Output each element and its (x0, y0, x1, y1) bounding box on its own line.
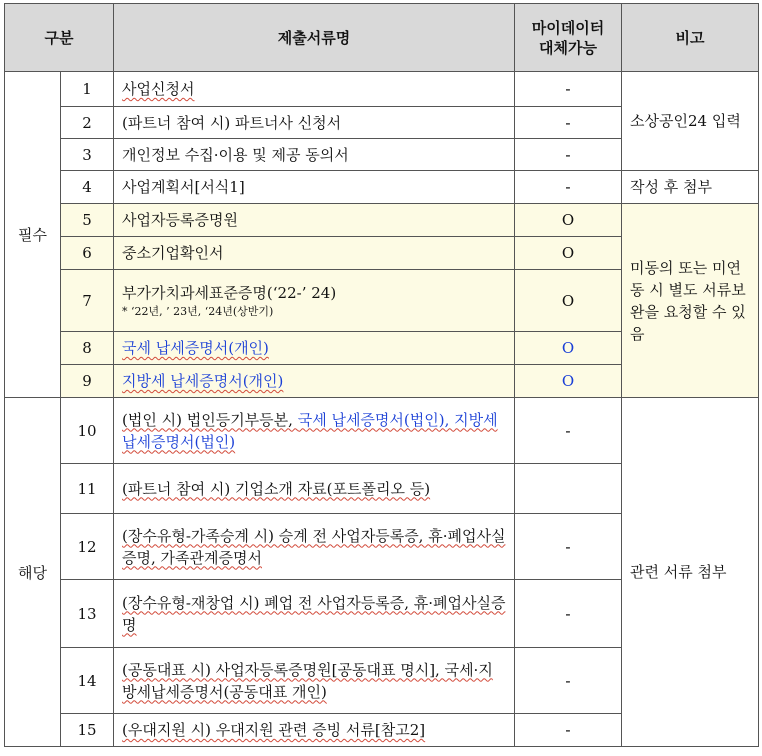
doc-name (114, 398, 515, 464)
mydata-value: - (515, 72, 622, 107)
mydata-value: O (515, 237, 622, 270)
row-number: 14 (61, 648, 114, 714)
mydata-value (515, 464, 622, 514)
header-row (5, 4, 759, 72)
header-mydata-line2: 대체가능 (539, 38, 597, 57)
row-number: 15 (61, 714, 114, 747)
doc-name: 중소기업확인서 (114, 237, 515, 270)
row-number: 12 (61, 514, 114, 580)
note-cell: 관련 서류 첨부 (622, 398, 759, 747)
header-mydata-line1: 마이데이터 (531, 18, 605, 37)
doc-name-text: 국세 납세증명서(개인) (122, 339, 269, 357)
row-number: 8 (61, 332, 114, 365)
doc-name: (파트너 참여 시) 파트너사 신청서 (114, 107, 515, 139)
header-mydata (515, 4, 622, 72)
doc-name (114, 714, 515, 747)
mydata-value: O (515, 204, 622, 237)
doc-name-text: (우대지원 시) 우대지원 관련 증빙 서류[참고2] (122, 721, 426, 739)
table-row (5, 171, 759, 204)
mydata-value: - (515, 714, 622, 747)
mydata-value: - (515, 107, 622, 139)
mydata-value: - (515, 398, 622, 464)
doc-name (114, 332, 515, 365)
mydata-value: - (515, 139, 622, 171)
mydata-value: - (515, 648, 622, 714)
doc-name-text: (파트너 참여 시) 기업소개 자료(포트폴리오 등) (122, 479, 431, 498)
doc-name-text: (법인 시) 법인등기부등본, (122, 410, 298, 429)
mydata-value: - (515, 580, 622, 648)
row-number: 11 (61, 464, 114, 514)
doc-name (114, 580, 515, 648)
group-applicable: 해당 (5, 398, 61, 747)
row-number: 4 (61, 171, 114, 204)
doc-name-text: (장수유형-재창업 시) 폐업 전 사업자등록증, 휴·폐업사실증명 (122, 593, 506, 634)
group-required: 필수 (5, 72, 61, 398)
row-number: 5 (61, 204, 114, 237)
doc-name-text: (장수유형-가족승계 시) 승계 전 사업자등록증, 휴·폐업사실증명, 가족관계증명서 (122, 526, 506, 567)
row-number: 1 (61, 72, 114, 107)
doc-name-text: (공동대표 시) 사업자등록증명원[공동대표 명시], 국세·지방세납세증명서(공동대표 개인) (122, 660, 493, 701)
doc-name-subnote: * ‘22년, ’ 23년, ‘24년(상반기) (122, 304, 274, 318)
doc-name: 개인정보 수집·이용 및 제공 동의서 (114, 139, 515, 171)
doc-name (114, 365, 515, 398)
doc-name: 사업자등록증명원 (114, 204, 515, 237)
table-row (5, 204, 759, 237)
doc-name-text-blue: 국세 납세증명서(법인), 지방세 납세증명서(법인) (122, 410, 498, 451)
row-number: 2 (61, 107, 114, 139)
mydata-value: - (515, 171, 622, 204)
doc-name (114, 72, 515, 107)
doc-name (114, 464, 515, 514)
row-number: 3 (61, 139, 114, 171)
note-cell: 작성 후 첨부 (622, 171, 759, 204)
doc-name-text: 사업신청서 (122, 80, 195, 98)
doc-name (114, 514, 515, 580)
row-number: 7 (61, 270, 114, 332)
doc-name (114, 270, 515, 332)
mydata-value: O (515, 365, 622, 398)
header-note: 비고 (622, 4, 759, 72)
table-row (5, 72, 759, 107)
table-row (5, 398, 759, 464)
mydata-value: O (515, 270, 622, 332)
row-number: 13 (61, 580, 114, 648)
header-category: 구분 (5, 4, 114, 72)
note-cell: 소상공인24 입력 (622, 72, 759, 171)
mydata-value: - (515, 514, 622, 580)
row-number: 10 (61, 398, 114, 464)
header-doc-name: 제출서류명 (114, 4, 515, 72)
doc-name-text: 부가가치과세표준증명(‘22-’ 24) (122, 283, 337, 302)
row-number: 6 (61, 237, 114, 270)
doc-name: 사업계획서[서식1] (114, 171, 515, 204)
document-table (4, 3, 759, 747)
note-cell: 미동의 또는 미연동 시 별도 서류보완을 요청할 수 있음 (622, 204, 759, 398)
row-number: 9 (61, 365, 114, 398)
doc-name-text: 지방세 납세증명서(개인) (122, 372, 284, 390)
mydata-value: O (515, 332, 622, 365)
doc-name (114, 648, 515, 714)
